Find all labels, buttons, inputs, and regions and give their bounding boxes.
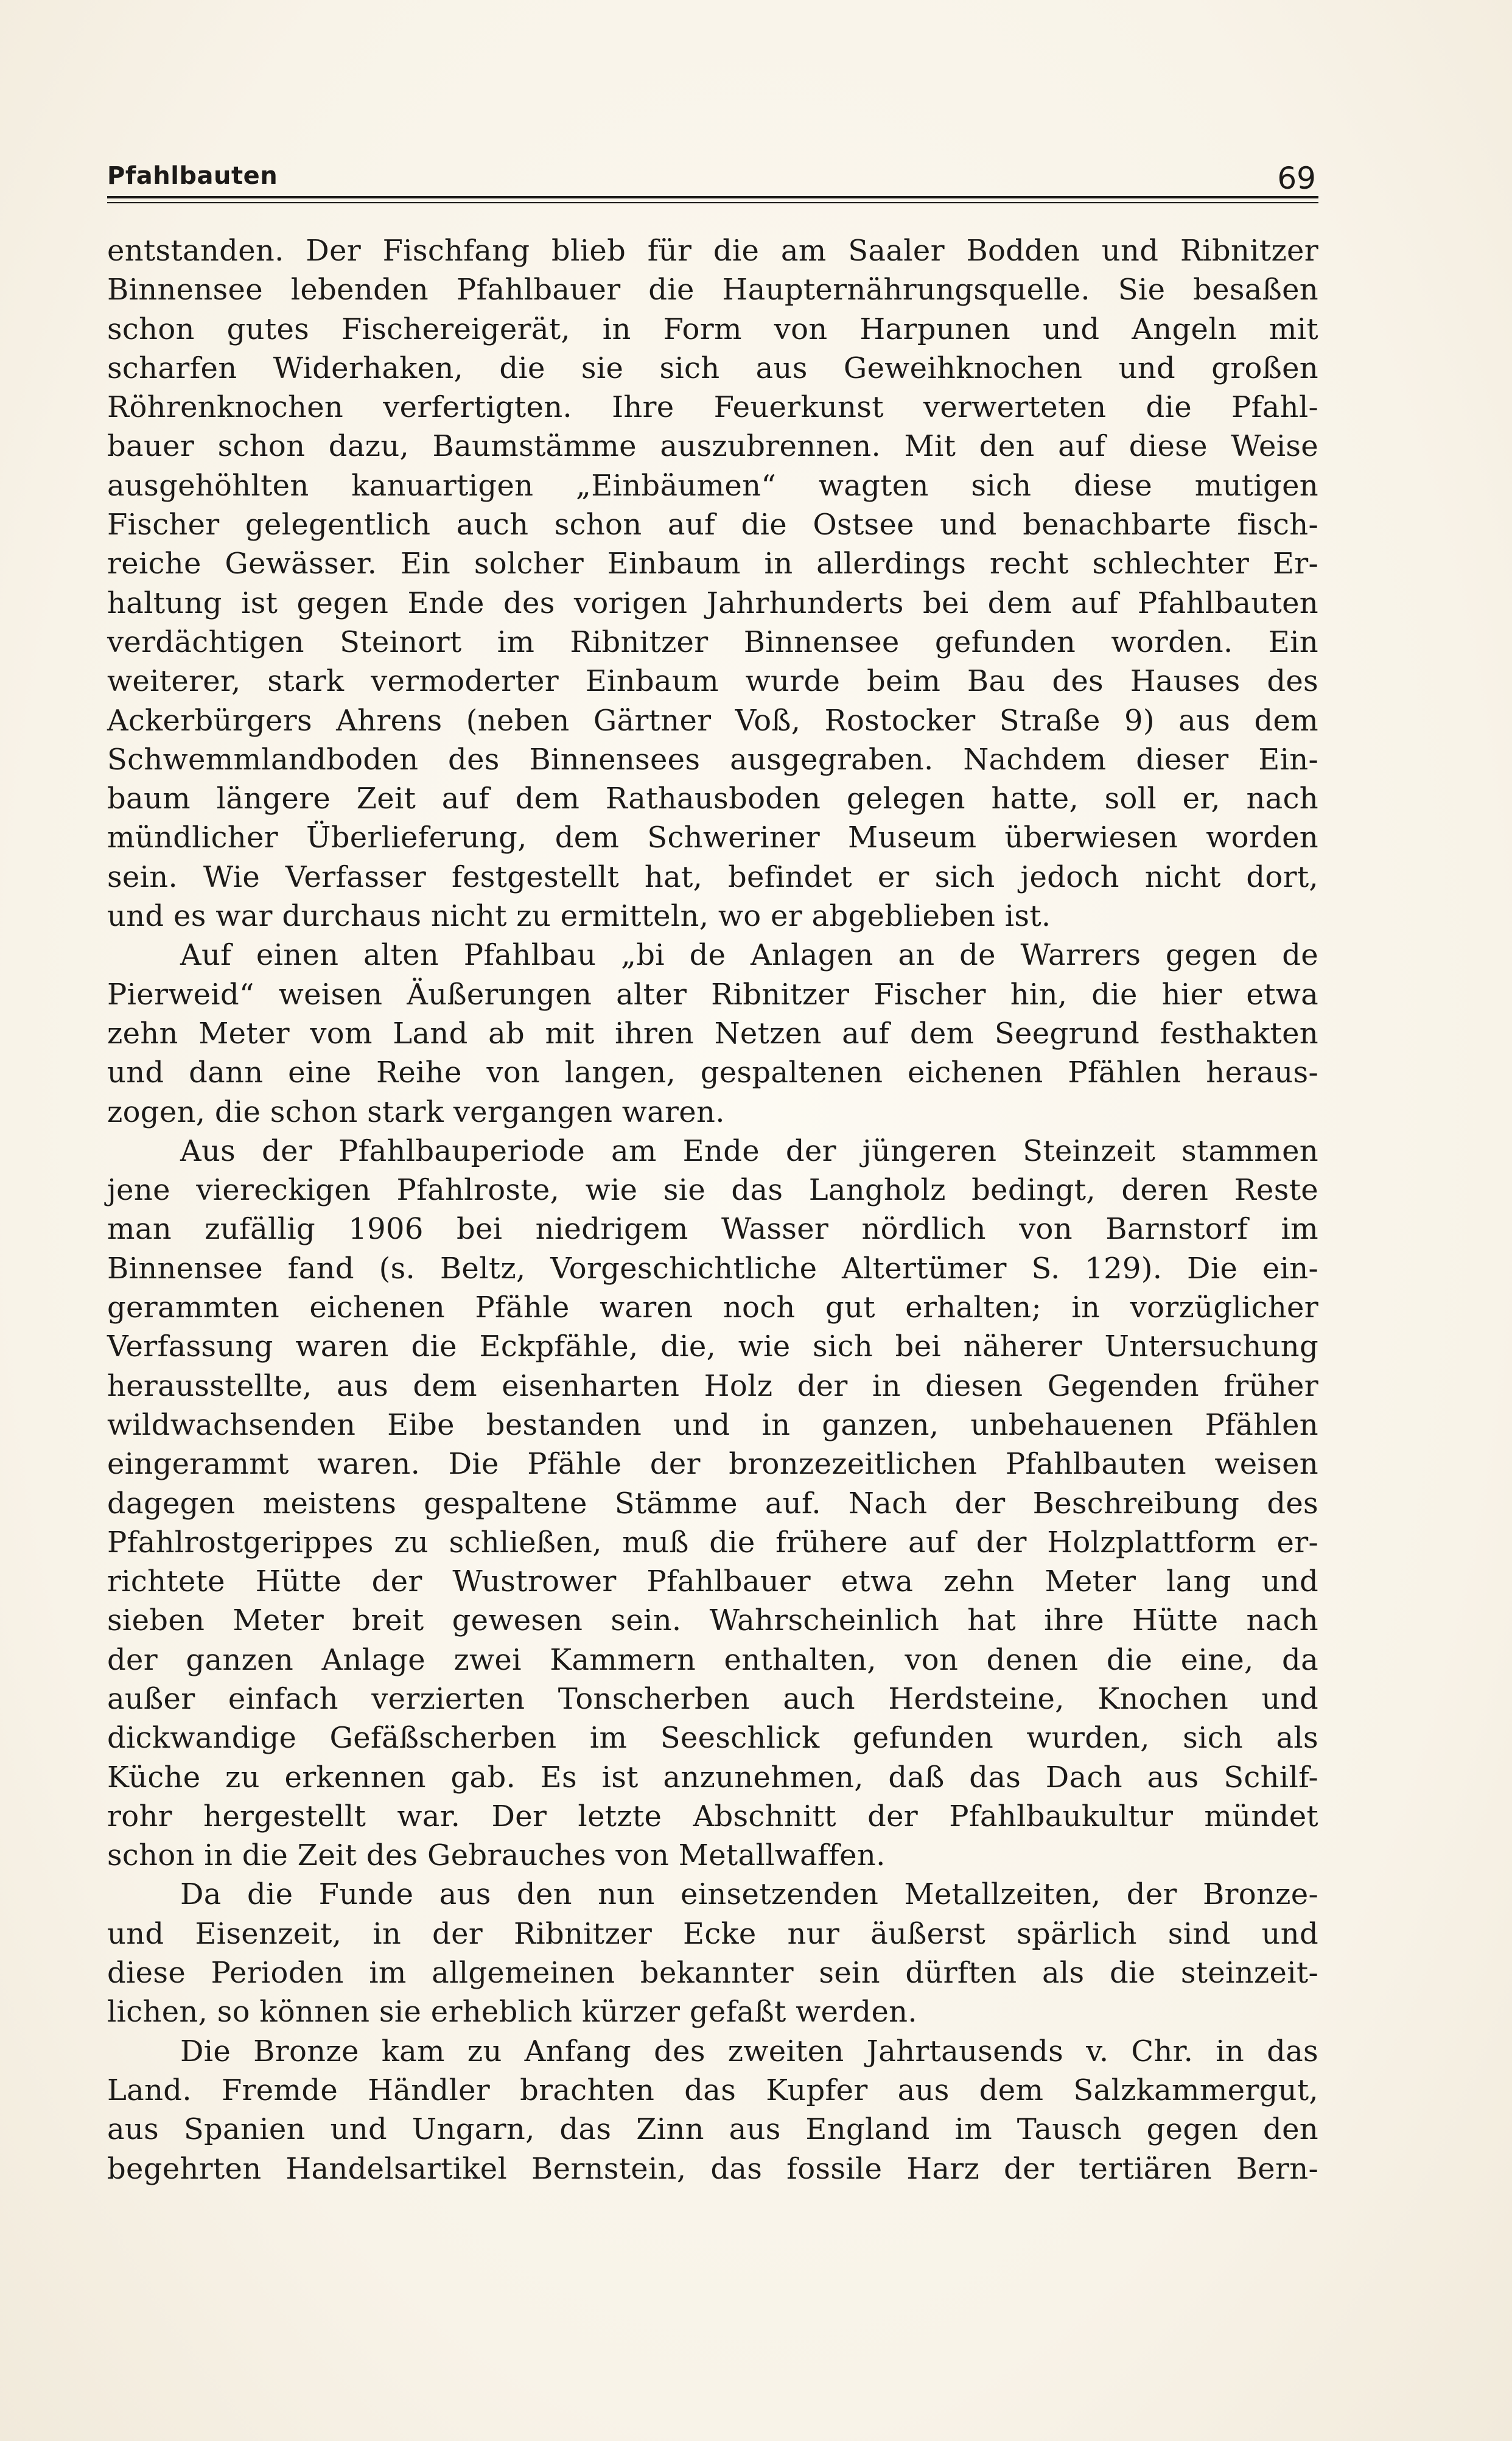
running-title: Pfahlbauten [107,162,278,190]
text-line: und Eisenzeit, in der Ribnitzer Ecke nur äußerst spärlich sind und [107,1916,1318,1951]
text-line: Pierweid“ weisen Äußerungen alter Ribnitzer Fischer hin, die hier etwa [107,977,1318,1012]
text-line: aus Spanien und Ungarn, das Zinn aus England im Tausch gegen den [107,2112,1318,2147]
text-line: begehrten Handelsartikel Bernstein, das fossile Harz der tertiären Bern- [107,2151,1318,2186]
text-line: bauer schon dazu, Baumstämme auszubrennen. Mit den auf diese Weise [107,429,1318,464]
text-line: Land. Fremde Händler brachten das Kupfer aus dem Salzkammergut, [107,2073,1318,2107]
text-line: Binnensee fand (s. Beltz, Vorgeschichtliche Altertümer S. 129). Die ein- [107,1251,1318,1286]
text-line: haltung ist gegen Ende des vorigen Jahrhunderts bei dem auf Pfahlbauten [107,586,1318,620]
text-line: gerammten eichenen Pfähle waren noch gut erhalten; in vorzüglicher [107,1291,1318,1325]
text-line: jene viereckigen Pfahlroste, wie sie das Langholz bedingt, deren Reste [107,1173,1318,1208]
text-line: rohr hergestellt war. Der letzte Abschnitt der Pfahlbaukultur mündet [107,1799,1318,1833]
text-line: zehn Meter vom Land ab mit ihren Netzen auf dem Seegrund festhakten [107,1016,1318,1051]
text-line: man zufällig 1906 bei niedrigem Wasser nördlich von Barnstorf im [107,1212,1318,1247]
text-line: entstanden. Der Fischfang blieb für die am Saaler Bodden und Ribnitzer [107,234,1318,268]
text-line: mündlicher Überlieferung, dem Schweriner Museum überwiesen worden [107,821,1318,855]
text-line: eingerammt waren. Die Pfähle der bronzezeitlichen Pfahlbauten weisen [107,1447,1318,1482]
text-line: Die Bronze kam zu Anfang des zweiten Jahrtausends v. Chr. in das [180,2034,1318,2068]
text-line: und es war durchaus nicht zu ermitteln, wo er abgeblieben ist. [107,899,1051,934]
page-number: 69 [1277,161,1316,196]
text-line: verdächtigen Steinort im Ribnitzer Binnensee gefunden worden. Ein [107,625,1318,659]
text-line: Röhrenknochen verfertigten. Ihre Feuerkunst verwerteten die Pfahl- [107,390,1318,425]
text-line: reiche Gewässer. Ein solcher Einbaum in allerdings recht schlechter Er- [107,547,1318,581]
text-line: scharfen Widerhaken, die sie sich aus Geweihknochen und großen [107,351,1318,385]
text-line: Ackerbürgers Ahrens (neben Gärtner Voß, Rostocker Straße 9) aus dem [107,703,1318,738]
text-line: sein. Wie Verfasser festgestellt hat, befindet er sich jedoch nicht dort, [107,860,1318,894]
text-line: wildwachsenden Eibe bestanden und in ganzen, unbehauenen Pfählen [107,1407,1318,1442]
text-line: der ganzen Anlage zwei Kammern enthalten, von denen die eine, da [107,1642,1318,1677]
text-line: und dann eine Reihe von langen, gespaltenen eichenen Pfählen heraus- [107,1056,1318,1090]
text-line: Verfassung waren die Eckpfähle, die, wie sich bei näherer Untersuchung [107,1329,1318,1364]
text-line: baum längere Zeit auf dem Rathausboden gelegen hatte, soll er, nach [107,782,1318,816]
text-line: Pfahlrostgerippes zu schließen, muß die frühere auf der Holzplattform er- [107,1525,1318,1560]
page-header [107,157,1325,200]
header-rule [107,196,1318,198]
body-text [107,231,1318,2188]
text-line: Schwemmlandboden des Binnensees ausgegraben. Nachdem dieser Ein- [107,742,1318,777]
text-line: Binnensee lebenden Pfahlbauer die Haupternährungsquelle. Sie besaßen [107,273,1318,307]
text-line: dagegen meistens gespaltene Stämme auf. Nach der Beschreibung des [107,1486,1318,1521]
text-line: lichen, so können sie erheblich kürzer gefaßt werden. [107,1995,917,2029]
text-line: zogen, die schon stark vergangen waren. [107,1094,725,1129]
text-line: weiterer, stark vermoderter Einbaum wurde beim Bau des Hauses des [107,664,1318,699]
text-line: Aus der Pfahlbauperiode am Ende der jüngeren Steinzeit stammen [180,1133,1318,1168]
text-line: Fischer gelegentlich auch schon auf die Ostsee und benachbarte fisch- [107,508,1318,542]
text-line: Auf einen alten Pfahlbau „bi de Anlagen an de Warrers gegen de [180,938,1318,973]
text-line: schon gutes Fischereigerät, in Form von Harpunen und Angeln mit [107,312,1318,346]
text-line: sieben Meter breit gewesen sein. Wahrscheinlich hat ihre Hütte nach [107,1603,1318,1638]
text-line: Da die Funde aus den nun einsetzenden Metallzeiten, der Bronze- [180,1877,1318,1912]
text-line: schon in die Zeit des Gebrauches von Metallwaffen. [107,1838,886,1873]
text-line: dickwandige Gefäßscherben im Seeschlick gefunden wurden, sich als [107,1721,1318,1756]
text-line: diese Perioden im allgemeinen bekannter sein dürften als die steinzeit- [107,1956,1318,1991]
text-line: richtete Hütte der Wustrower Pfahlbauer etwa zehn Meter lang und [107,1564,1318,1599]
text-line: außer einfach verzierten Tonscherben auch Herdsteine, Knochen und [107,1681,1318,1716]
text-line: herausstellte, aus dem eisenharten Holz der in diesen Gegenden früher [107,1368,1318,1403]
text-line: ausgehöhlten kanuartigen „Einbäumen“ wagten sich diese mutigen [107,468,1318,503]
header-rule-thin [107,202,1318,203]
text-line: Küche zu erkennen gab. Es ist anzunehmen, daß das Dach aus Schilf- [107,1760,1318,1795]
